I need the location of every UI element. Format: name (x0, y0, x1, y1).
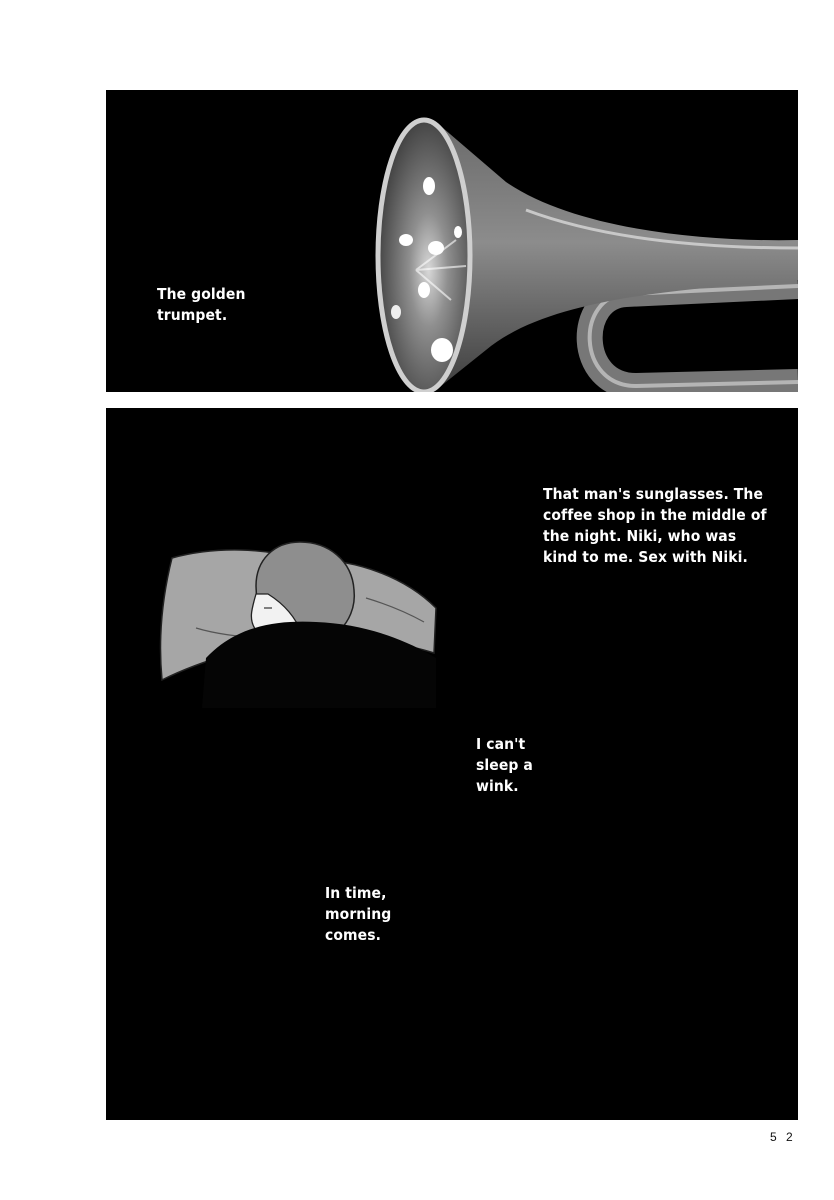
caption-golden-trumpet: The golden trumpet. (157, 285, 246, 324)
trumpet-illustration (106, 90, 798, 392)
page-number: 5 2 (770, 1130, 796, 1144)
caption-memories: That man's sunglasses. The coffee shop in the middle of the night. Niki, who was kind to me. Sex with Niki. (543, 485, 767, 566)
caption-cant-sleep: I can't sleep a wink. (476, 735, 533, 795)
caption-morning-comes: In time, morning comes. (325, 884, 392, 944)
trumpet-panel (106, 90, 798, 392)
bed-panel (106, 408, 798, 1120)
